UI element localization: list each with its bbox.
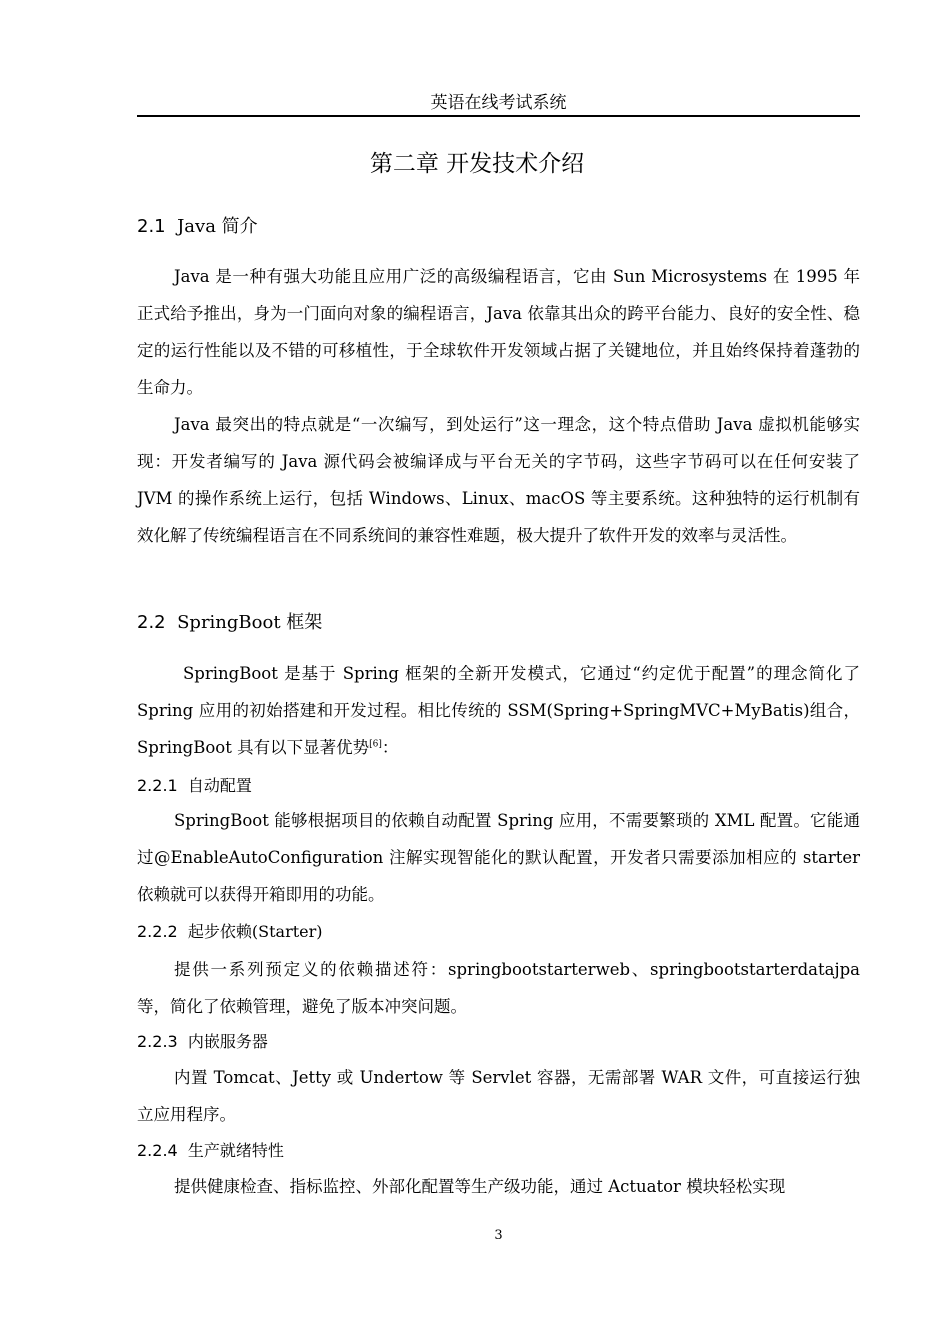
header-rule	[137, 115, 860, 117]
section-title-suffix: (Starter)	[251, 922, 323, 941]
paragraph-springboot-intro: SpringBoot 是基于 Spring 框架的全新开发模式，它通过“约定优于配置”的理念简化了 Spring 应用的初始搭建和开发过程。相比传统的 SSM(Spring+SpringMVC+MyBatis)组合，SpringBoot 具有以下显著优势[6]：	[137, 664, 860, 757]
section-title: 起步依赖	[187, 922, 252, 941]
section-heading-2-2-3	[137, 1030, 268, 1054]
section-title: 自动配置	[187, 776, 252, 795]
section-number: 2.1	[137, 216, 166, 237]
paragraph-java-feature: Java 最突出的特点就是“一次编写，到处运行”这一理念，这个特点借助 Java 虚拟机能够实现：开发者编写的 Java 源代码会被编译成与平台无关的字节码，这些字节码可以在任何安装了 JVM 的操作系统上运行，包括 Windows、Linux、macOS 等主要系统。这种独特的运行机制有效化解了传统编程语言在不同系统间的兼容性难题，极大提升了软件开发的效率与灵活性。	[137, 415, 860, 545]
paragraph-starter: 提供一系列预定义的依赖描述符：springbootstarterweb、springbootstarterdatajpa 等，简化了依赖管理，避免了版本冲突问题。	[137, 960, 860, 1016]
page-number: 3	[494, 1228, 503, 1243]
section-number: 2.2.3	[137, 1032, 178, 1051]
section-number: 2.2.1	[137, 776, 178, 795]
section-heading-2-2-1	[137, 774, 252, 798]
section-title: SpringBoot 框架	[177, 612, 323, 633]
section-number: 2.2	[137, 612, 166, 633]
section-heading-2-2	[137, 610, 322, 636]
section-number: 2.2.2	[137, 922, 178, 941]
section-title: 生产就绪特性	[187, 1141, 284, 1160]
section-number: 2.2.4	[137, 1141, 178, 1160]
running-header: 英语在线考试系统	[430, 93, 567, 113]
section-heading-2-2-4	[137, 1139, 284, 1163]
paragraph-auto-config: SpringBoot 能够根据项目的依赖自动配置 Spring 应用，不需要繁琐的 XML 配置。它能通过@EnableAutoConfiguration 注解实现智能化的默认配置，开发者只需要添加相应的 starter 依赖就可以获得开箱即用的功能。	[137, 811, 860, 904]
section-title: 内嵌服务器	[187, 1032, 268, 1051]
citation: [6]	[369, 739, 382, 750]
paragraph-embedded-server: 内置 Tomcat、Jetty 或 Undertow 等 Servlet 容器，无需部署 WAR 文件，可直接运行独立应用程序。	[137, 1068, 860, 1124]
chapter-title: 第二章 开发技术介绍	[369, 151, 585, 177]
paragraph-production-ready: 提供健康检查、指标监控、外部化配置等生产级功能，通过 Actuator 模块轻松实现	[174, 1177, 786, 1196]
section-heading-2-2-2	[137, 920, 323, 944]
section-title: Java 简介	[177, 216, 258, 237]
section-heading-2-1	[137, 214, 258, 240]
paragraph-java-intro: Java 是一种有强大功能且应用广泛的高级编程语言，它由 Sun Microsystems 在 1995 年正式给予推出，身为一门面向对象的编程语言，Java 依靠其出众的跨平台能力、良好的安全性、稳定的运行性能以及不错的可移植性，于全球软件开发领域占据了关键地位，并且始终保持着蓬勃的生命力。	[137, 267, 860, 397]
